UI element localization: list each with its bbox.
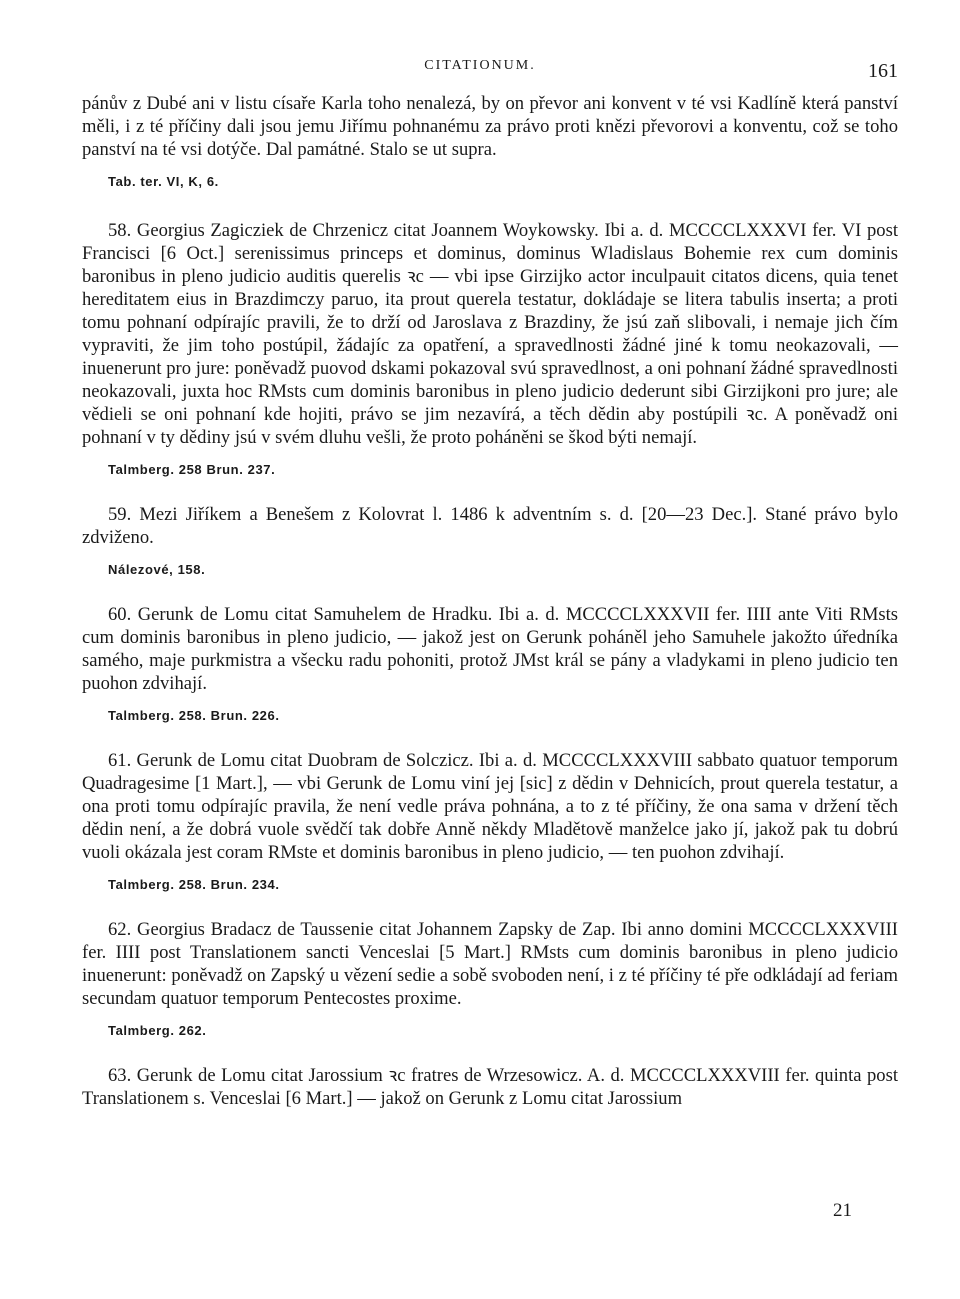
source-reference: Tab. ter. VI, K, 6.	[108, 174, 219, 189]
entry-text: 61. Gerunk de Lomu citat Duobram de Solczicz. Ibi a. d. MCCCCLXXXVIII sabbato quatuor temporum Quadragesime [1 Mart.], — vbi Gerunk de Lomu viní jej [sic] z dědin v Dehnicích, prout querela testatur, a ona proti tomu odpírajíc pravila, že není vedle práva pohnána, a to z té příčiny, že ona sama v držení těch dědin není, a že dobrá vuole svědčí tak dobře Anně někdy Mladětově manželce jako jí, jakož pak tu dobrú vuoli okázala jest coram RMste et dominis baronibus in pleno judicio, — ten puohon zdvihají.	[82, 750, 898, 863]
entry-text: 58. Georgius Zagicziek de Chrzenicz citat Joannem Woykowsky. Ibi a. d. MCCCCLXXXVI fer. VI post Francisci [6 Oct.] serenissimus princeps et dominus, dominus Wladislaus Bohemie rex cum dominis baronibus in pleno judicio auditis querelis ꝛc — vbi ipse Girzijko actor inculpauit citatos dicens, quia tenet hereditatem eius in Brazdimczy paruo, ita prout querela testatur, dokládaje se litera tabulis inserta; a proti tomu pohnaní odpírajíc pravili, že to drží od Jaroslava z Brazdiny, že jsú zaň slibovali, i nemaje jich čím vypraviti, že jim toho postúpil, žádajíc za opatření, a spravedlnosti žádné jiné k tomu neokazovali, — inuenerunt pro jure: poněvadž puovod dskami pokazoval svú spravedlnost, a oni pohnaní žádné spravedlnosti neokazovali, juxta hoc RMsts cum dominis baronibus in pleno judicio dederunt sibi Girzijkoni pro jure; ale vědieli se oni pohnaní kde hojiti, právo se jim nezavírá, a těch dědin aby postúpili ꝛc. A poněvadž oni pohnaní v ty dědiny jsú v svém dluhu vešli, že proto poháněni se škod býti nemají.	[82, 220, 898, 448]
entry-text: 59. Mezi Jiříkem a Benešem z Kolovrat l. 1486 k adventním s. d. [20—23 Dec.]. Stané právo bylo zdviženo.	[82, 504, 898, 548]
entry-text: 60. Gerunk de Lomu citat Samuhelem de Hradku. Ibi a. d. MCCCCLXXXVII fer. IIII ante Viti RMsts cum dominis baronibus in pleno judicio, — jakož jest on Gerunk poháněl jeho Samuhele jakožto úředníka samého, maje purkmistra a všecku radu pohoniti, protož JMst král se pány a vladykami in pleno judicio ten puohon zdvihají.	[82, 604, 898, 694]
entry-60	[82, 603, 898, 725]
source-reference: Talmberg. 258. Brun. 234.	[108, 877, 280, 892]
page-body	[82, 92, 898, 1110]
source-reference: Talmberg. 262.	[108, 1023, 207, 1038]
continued-entry	[82, 92, 898, 191]
source-reference: Talmberg. 258. Brun. 226.	[108, 708, 280, 723]
running-title: CITATIONUM.	[424, 58, 536, 73]
entry-58	[82, 219, 898, 479]
entry-text: 63. Gerunk de Lomu citat Jarossium ꝛc fratres de Wrzesowicz. A. d. MCCCCLXXXVIII fer. quinta post Translationem s. Venceslai [6 Mart.] — jakož on Gerunk z Lomu citat Jarossium	[82, 1065, 898, 1109]
entry-text: pánův z Dubé ani v listu císaře Karla toho nenalezá, by on převor ani konvent v té vsi Kadlíně která panství měli, i z té příčiny dali jsou jemu Jiřímu pohnanému za právo proti knězi převorovi a konventu, což se toho panství na té vsi dotýče. Dal památné. Stalo se ut supra.	[82, 93, 898, 160]
entry-62	[82, 918, 898, 1040]
entry-61	[82, 749, 898, 894]
source-reference: Nálezové, 158.	[108, 562, 206, 577]
entry-59	[82, 503, 898, 579]
page-number: 161	[868, 60, 898, 82]
signature-mark: 21	[833, 1200, 852, 1221]
entry-text: 62. Georgius Bradacz de Taussenie citat Johannem Zapsky de Zap. Ibi anno domini MCCCCLXXXVIII fer. IIII post Translationem sancti Venceslai [5 Mart.] RMsts cum dominis baronibus in pleno judicio inuenerunt: poněvadž on Zapský u vězení sedie a sobě svoboden není, i z té příčiny té pře odkládají ad feriam secundam quatuor temporum Pentecostes proxime.	[82, 919, 898, 1009]
entry-63	[82, 1064, 898, 1110]
source-reference: Talmberg. 258 Brun. 237.	[108, 462, 276, 477]
